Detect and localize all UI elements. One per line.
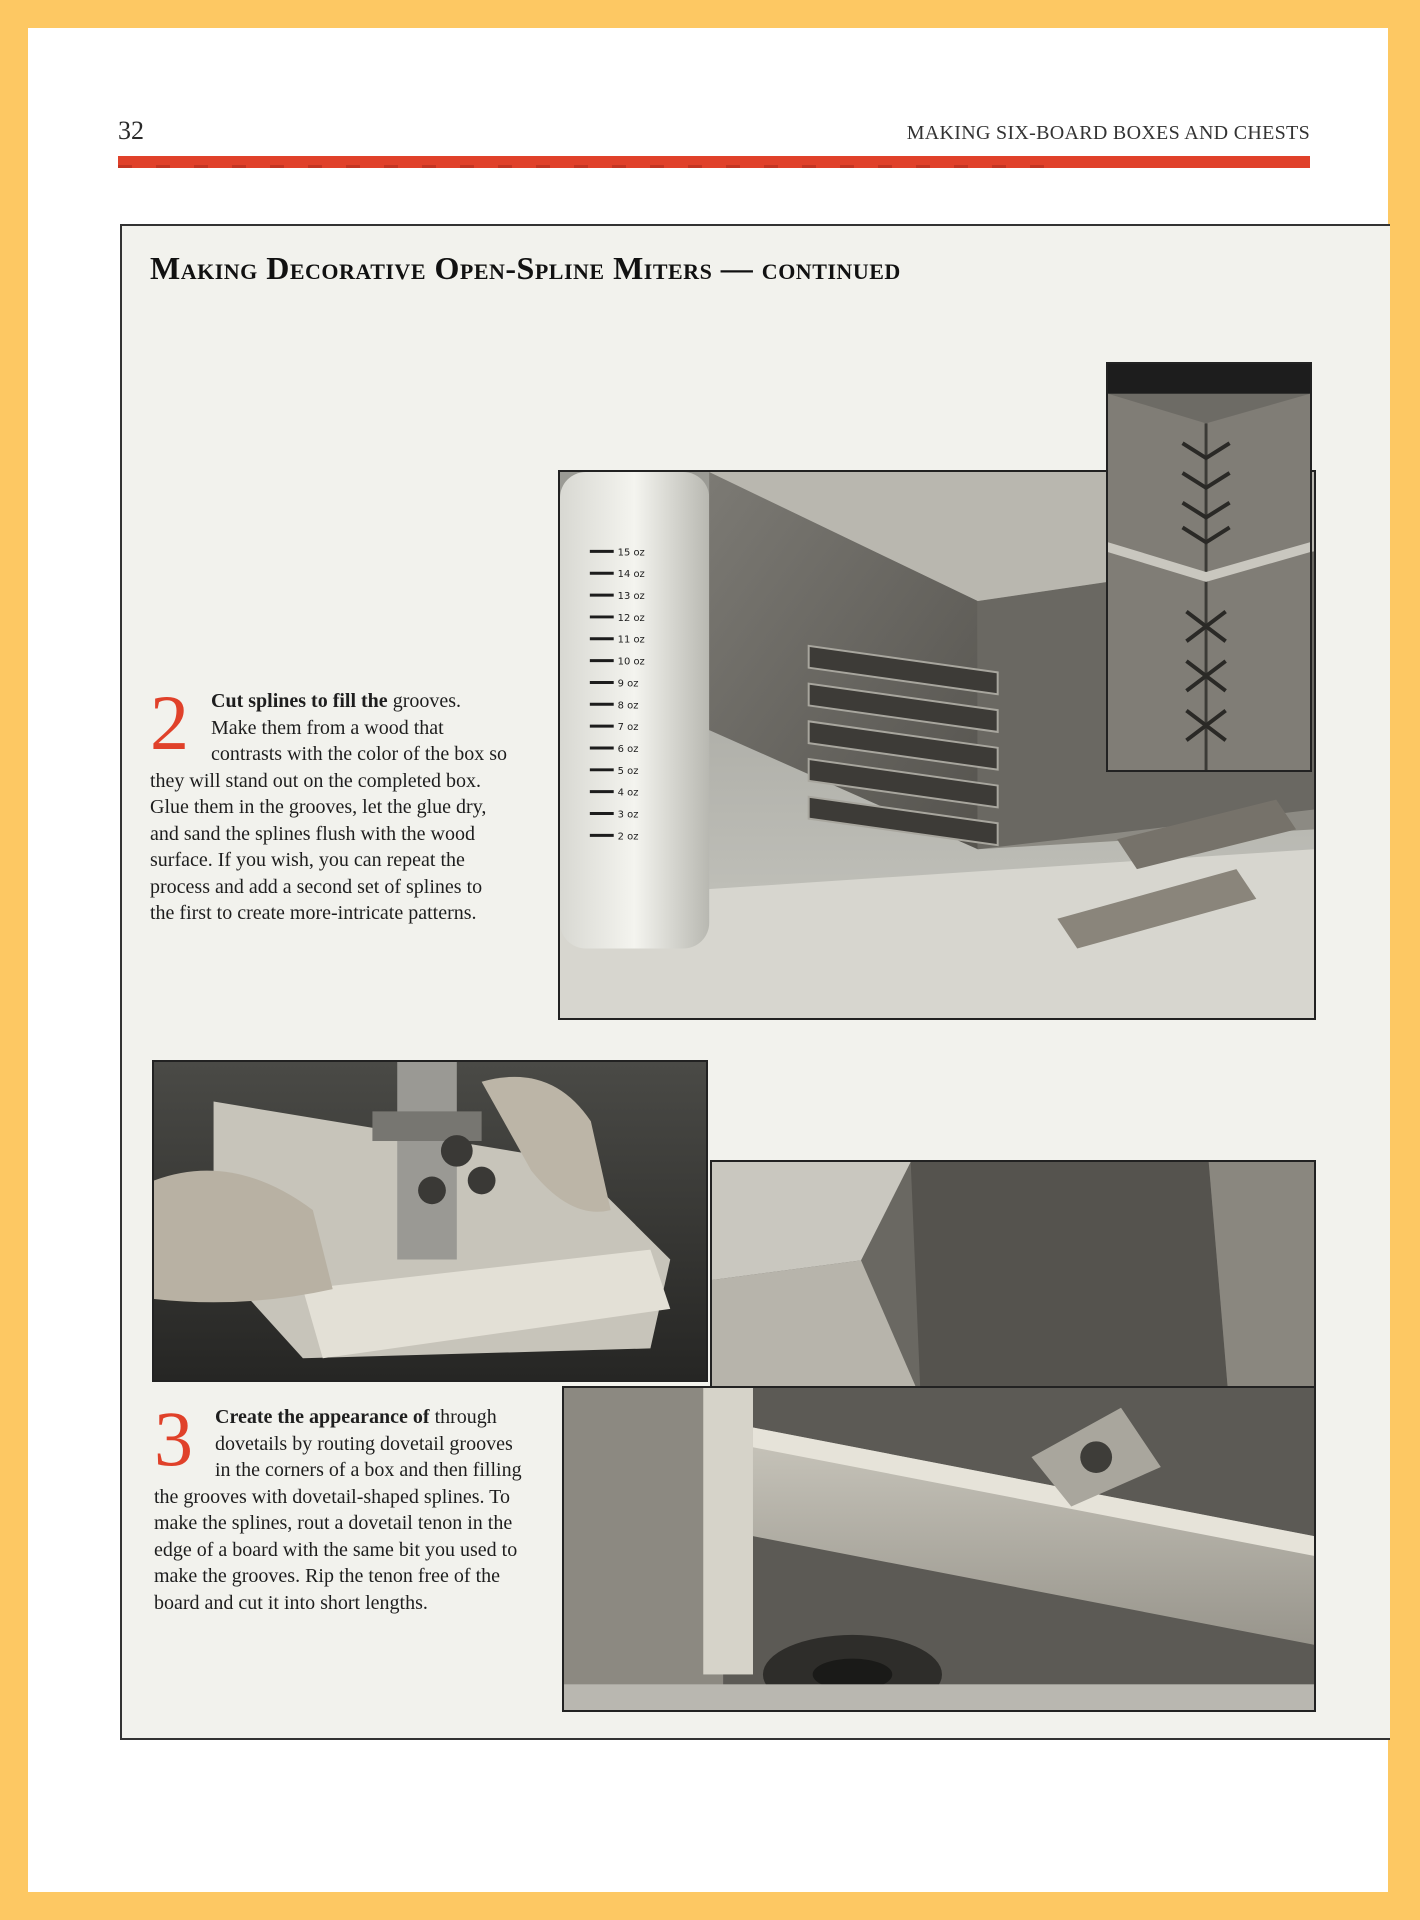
scale-label: 10 oz — [617, 656, 645, 668]
header-rule — [118, 156, 1310, 168]
running-head: MAKING SIX-BOARD BOXES AND CHESTS — [906, 122, 1310, 144]
step-body: through dovetails by routing dovetail grooves in the corners of a box and then filling the grooves with dovetail-shaped splines. To make the splines, rout a dovetail tenon in the edge of a board with the same bit you used to make the grooves. Rip the tenon free of the board and cut it into short lengths. — [154, 1406, 522, 1614]
step-3 — [154, 1395, 526, 1616]
scale-label: 8 oz — [617, 700, 639, 712]
scale-label: 7 oz — [617, 722, 639, 734]
scale-label: 13 oz — [617, 591, 645, 603]
scale-label: 5 oz — [617, 765, 639, 777]
step-lead: Cut splines to fill the — [211, 690, 388, 712]
scale-label: 6 oz — [617, 743, 639, 755]
scale-label: 9 oz — [617, 678, 639, 690]
scale-label: 12 oz — [617, 612, 645, 624]
router-table-photo-upper — [710, 1160, 1316, 1400]
scale-label: 3 oz — [617, 809, 639, 821]
scale-label: 14 oz — [617, 569, 645, 581]
step-2 — [150, 679, 510, 927]
scale-label: 2 oz — [617, 831, 639, 843]
step-body: grooves. Make them from a wood that contrasts with the color of the box so they will stand out on the completed box. Glue them in the grooves, let the glue dry, and sand the splines flush with the wood surface. If you wish, you can repeat the process and add a second set of splines to the first to create more-intricate patterns. — [150, 690, 508, 924]
page-number: 32 — [118, 116, 144, 145]
spline-detail-photo — [1106, 362, 1312, 772]
bandsaw-photo — [152, 1060, 708, 1382]
scale-label: 11 oz — [617, 634, 645, 646]
step-lead: Create the appearance of — [215, 1406, 430, 1428]
step-number: 2 — [150, 679, 189, 766]
router-table-photo-lower — [562, 1386, 1316, 1712]
step-number: 3 — [154, 1395, 193, 1482]
scale-label: 4 oz — [617, 787, 639, 799]
scale-label: 15 oz — [617, 547, 645, 559]
panel-title: Making Decorative Open-Spline Miters — continued — [150, 250, 901, 286]
